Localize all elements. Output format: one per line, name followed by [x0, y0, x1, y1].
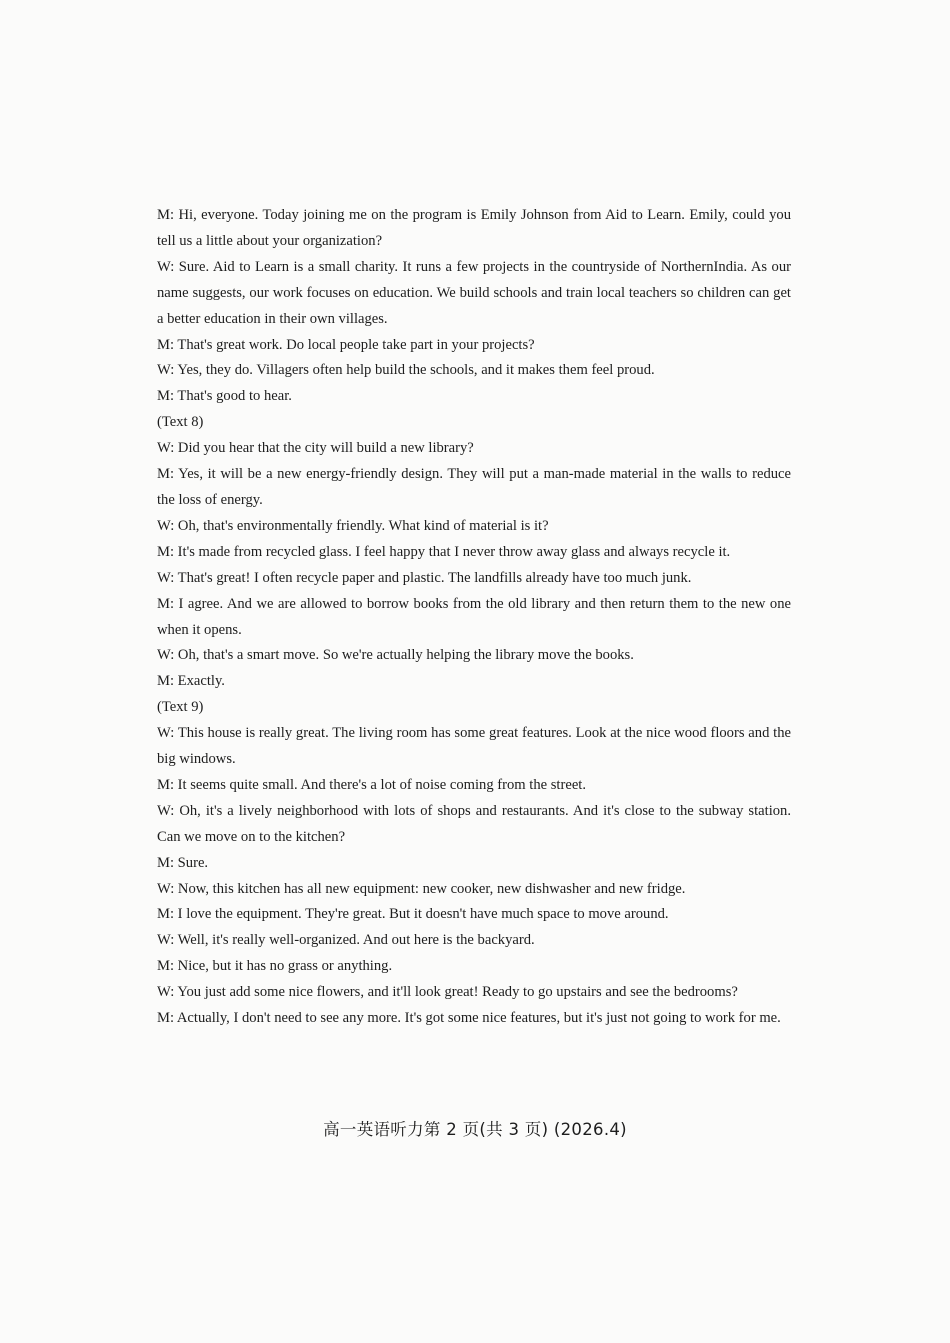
transcript-line: W: This house is really great. The living room has some great features. Look at the nice wood floors and the big windows.	[157, 725, 791, 768]
transcript-line: W: Now, this kitchen has all new equipment: new cooker, new dishwasher and new fridge.	[157, 880, 686, 897]
transcript-line: W: Oh, that's environmentally friendly. What kind of material is it?	[157, 517, 549, 534]
transcript-line: W: Oh, that's a smart move. So we're actually helping the library move the books.	[157, 647, 634, 664]
transcript-line: W: Sure. Aid to Learn is a small charity. It runs a few projects in the countryside of NorthernIndia. As our name suggests, our work focuses on education. We build schools and train local teachers so children can get a better education in their own villages.	[157, 258, 791, 327]
transcript-line: M: That's great work. Do local people take part in your projects?	[157, 336, 535, 353]
transcript-line: M: Sure.	[157, 854, 209, 871]
transcript-line: M: It seems quite small. And there's a lot of noise coming from the street.	[157, 776, 587, 793]
transcript-line: M: Nice, but it has no grass or anything.	[157, 958, 393, 975]
transcript-line: W: That's great! I often recycle paper and plastic. The landfills already have too much junk.	[157, 569, 692, 586]
transcript-line: M: It's made from recycled glass. I feel happy that I never throw away glass and always recycle it.	[157, 543, 731, 560]
listening-transcript	[157, 203, 791, 1032]
transcript-line: M: That's good to hear.	[157, 388, 292, 405]
transcript-line: M: Yes, it will be a new energy-friendly design. They will put a man-made material in the walls to reduce the loss of energy.	[157, 466, 791, 508]
transcript-line: M: Hi, everyone. Today joining me on the program is Emily Johnson from Aid to Learn. Emily, could you tell us a little about your organization?	[157, 207, 791, 249]
section-heading: (Text 9)	[157, 699, 204, 716]
transcript-line: W: Well, it's really well-organized. And out here is the backyard.	[157, 932, 535, 949]
transcript-line: W: Yes, they do. Villagers often help build the schools, and it makes them feel proud.	[157, 362, 655, 379]
page-footer: 高一英语听力第 2 页(共 3 页) (2026.4)	[323, 1120, 627, 1139]
section-heading: (Text 8)	[157, 414, 204, 431]
transcript-line: M: Actually, I don't need to see any more. It's got some nice features, but it's just not going to work for me.	[157, 1010, 781, 1027]
transcript-line: M: I agree. And we are allowed to borrow books from the old library and then return them to the new one when it opens.	[157, 595, 791, 638]
transcript-line: W: Oh, it's a lively neighborhood with lots of shops and restaurants. And it's close to the subway station. Can we move on to the kitchen?	[157, 802, 791, 845]
transcript-line: M: Exactly.	[157, 673, 225, 690]
transcript-line: W: You just add some nice flowers, and it'll look great! Ready to go upstairs and see the bedrooms?	[157, 984, 738, 1001]
transcript-line: W: Did you hear that the city will build a new library?	[157, 440, 474, 457]
transcript-line: M: I love the equipment. They're great. But it doesn't have much space to move around.	[157, 906, 669, 923]
